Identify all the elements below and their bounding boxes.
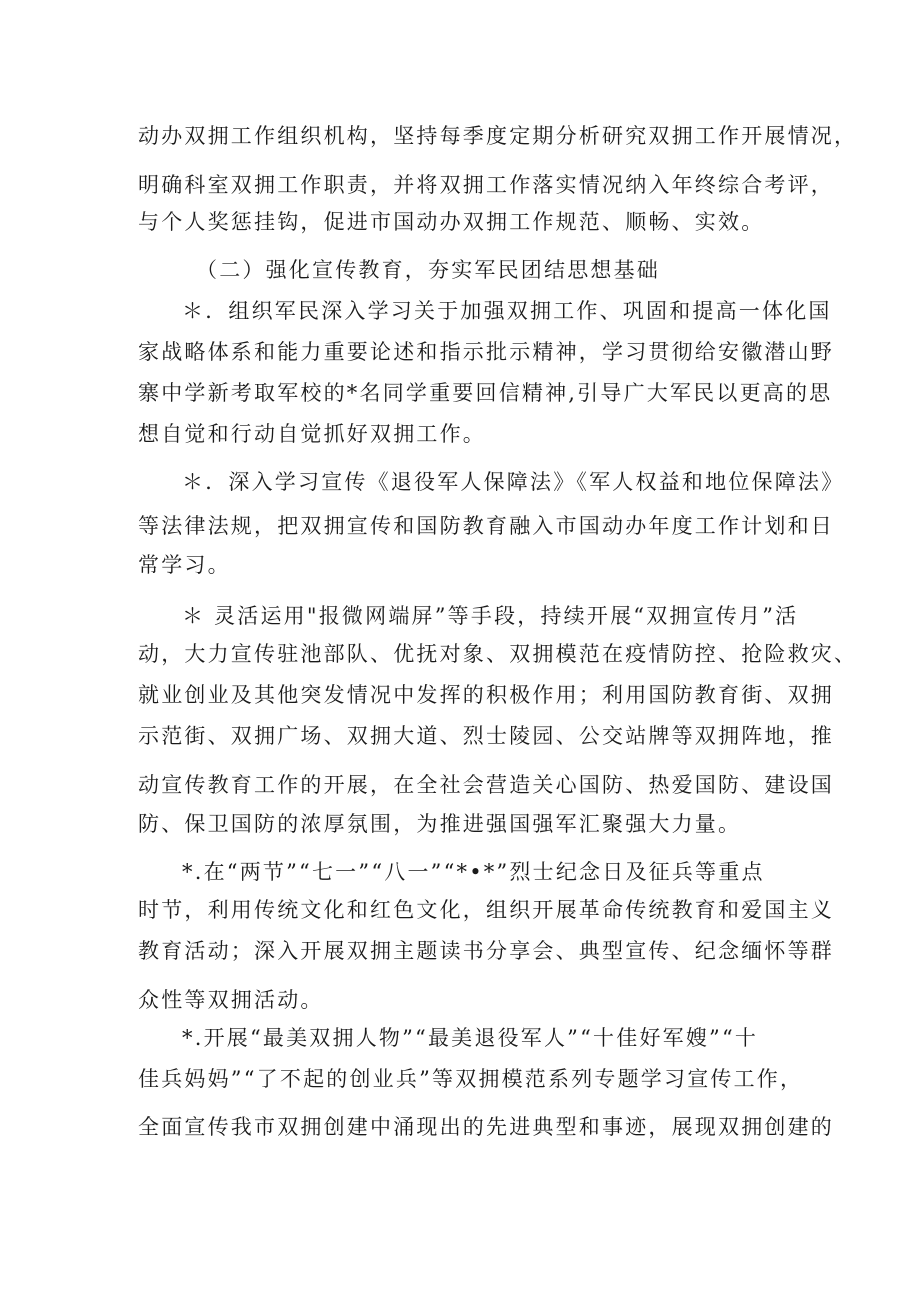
paragraph-4-line-4: 示范街、双拥广场、双拥大道、烈士陵园、公交站牌等双拥阵地，推 xyxy=(138,724,834,748)
paragraph-6-line-1: *.开展“最美双拥人物”“最美退役军人”“十佳好军嫂”“十 xyxy=(182,1026,759,1050)
paragraph-3-line-1: ＊．深入学习宣传《退役军人保障法》《军人权益和地位保障法》 xyxy=(182,470,845,494)
paragraph-2-line-1: ＊．组织军民深入学习关于加强双拥工作、巩固和提高一体化国 xyxy=(182,299,832,323)
paragraph-4-line-5: 动宣传教育工作的开展，在全社会营造关心国防、热爱国防、建设国 xyxy=(138,773,834,797)
paragraph-3-line-3: 常学习。 xyxy=(138,553,231,577)
paragraph-3-line-2: 等法律法规，把双拥宣传和国防教育融入市国动办年度工作计划和日 xyxy=(138,514,834,538)
paragraph-4-line-1: ＊ 灵活运用"报微网端屏”等手段，持续开展“双拥宣传月”活 xyxy=(182,604,799,628)
paragraph-1-line-2: 明确科室双拥工作职责，并将双拥工作落实情况纳入年终综合考评， xyxy=(138,173,834,197)
paragraph-2-line-3: 寨中学新考取军校的*名同学重要回信精神,引导广大军民以更高的思 xyxy=(138,381,833,405)
paragraph-5-line-1: *.在“两节”“七一”“八一”“*•*”烈士纪念日及征兵等重点 xyxy=(182,860,765,884)
paragraph-2-line-4: 想自觉和行动自觉抓好双拥工作。 xyxy=(138,422,486,446)
paragraph-4-line-2: 动，大力宣传驻池部队、优抚对象、双拥模范在疫情防控、抢险救灾、 xyxy=(138,642,858,666)
paragraph-4-line-3: 就业创业及其他突发情况中发挥的积极作用；利用国防教育街、双拥 xyxy=(138,683,834,707)
paragraph-5-line-4: 众性等双拥活动。 xyxy=(138,988,324,1012)
paragraph-1-line-1: 动办双拥工作组织机构，坚持每季度定期分析研究双拥工作开展情况， xyxy=(138,124,858,148)
paragraph-6-line-2: 佳兵妈妈”“了不起的创业兵”等双拥模范系列专题学习宣传工作， xyxy=(138,1067,804,1091)
paragraph-4-line-6: 防、保卫国防的浓厚氛围，为推进强国强军汇聚强大力量。 xyxy=(138,812,742,836)
paragraph-5-line-2: 时节，利用传统文化和红色文化，组织开展革命传统教育和爱国主义 xyxy=(138,898,834,922)
paragraph-2-line-2: 家战略体系和能力重要论述和指示批示精神，学习贯彻给安徽潜山野 xyxy=(138,340,834,364)
paragraph-1-line-3: 与个人奖惩挂钩，促进市国动办双拥工作规范、顺畅、实效。 xyxy=(138,210,765,234)
paragraph-6-line-3: 全面宣传我市双拥创建中涌现出的先进典型和事迹，展现双拥创建的 xyxy=(138,1115,834,1139)
section-heading: （二）强化宣传教育，夯实军民团结思想基础 xyxy=(196,258,660,282)
paragraph-5-line-3: 教育活动；深入开展双拥主题读书分享会、典型宣传、纪念缅怀等群 xyxy=(138,939,834,963)
